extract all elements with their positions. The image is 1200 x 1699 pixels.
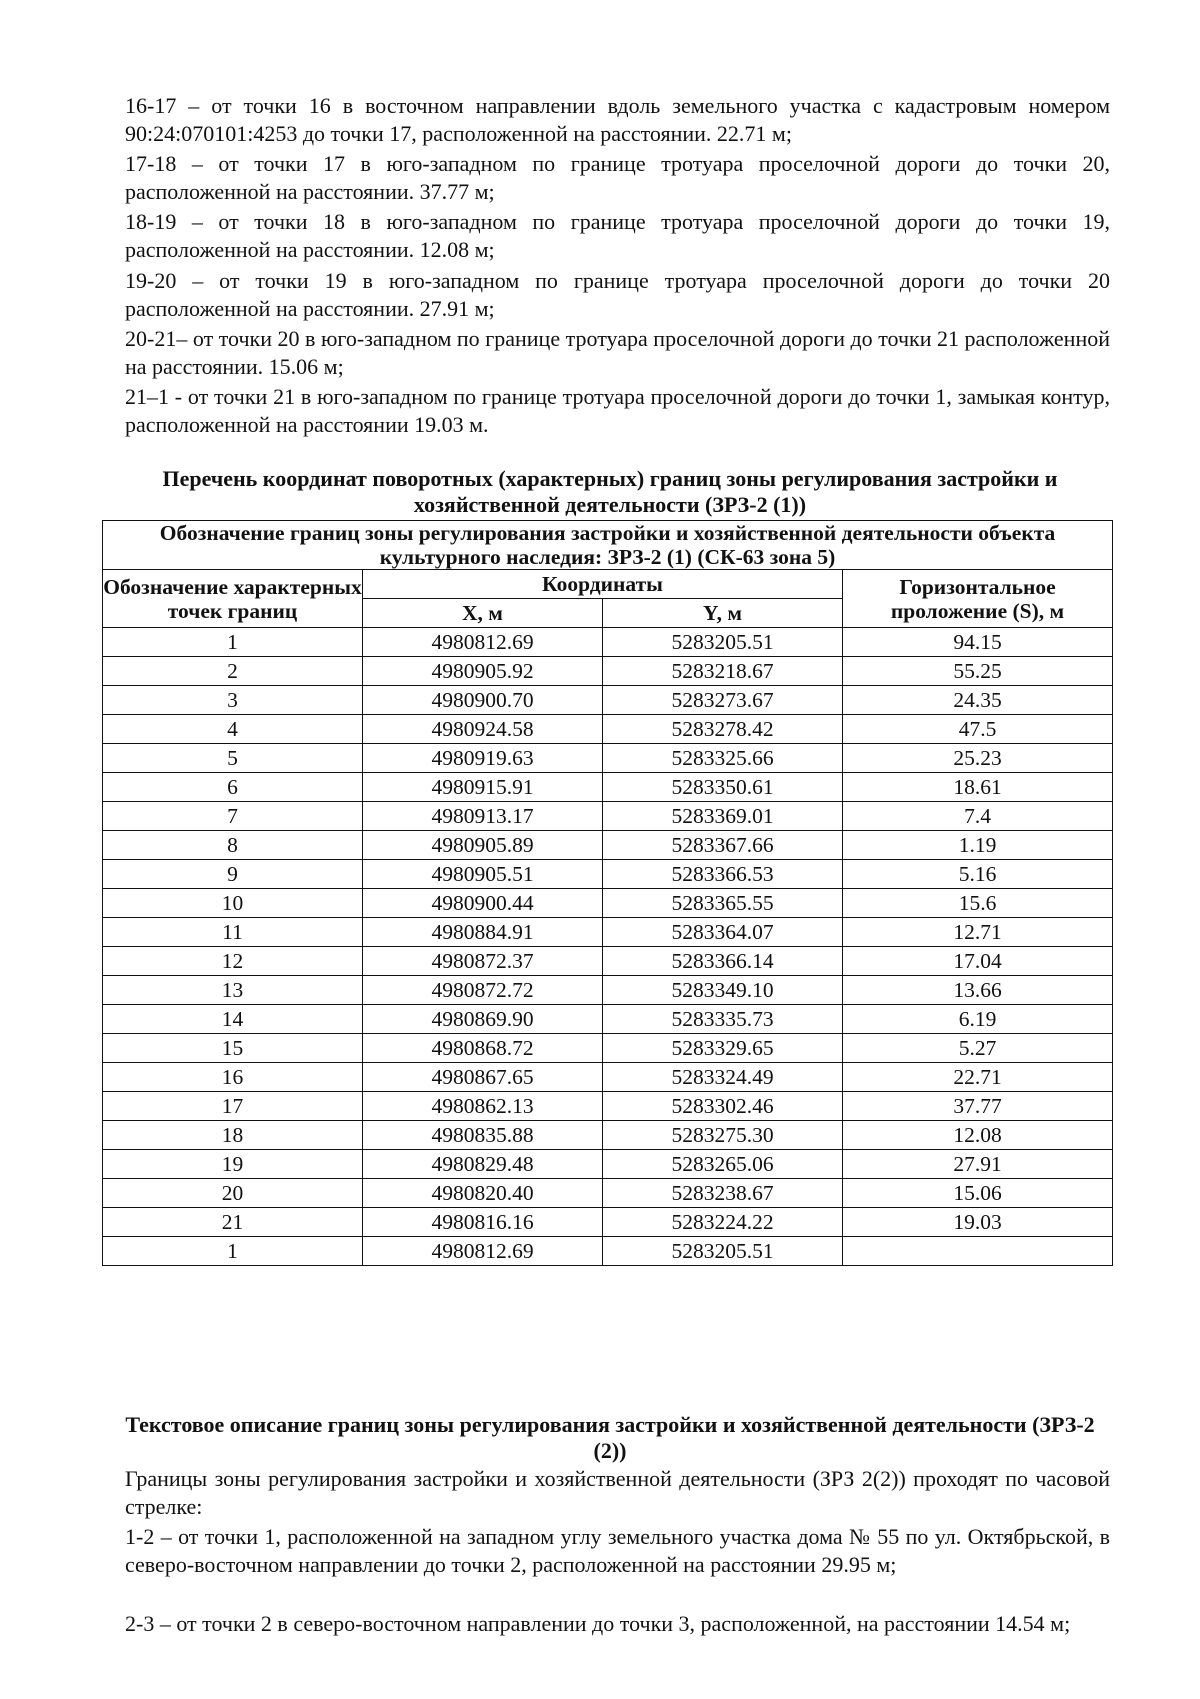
- table-row: [103, 1208, 1113, 1237]
- x-coordinate-cell: 4980919.63: [363, 744, 603, 773]
- x-coordinate-cell: 4980915.91: [363, 773, 603, 802]
- x-coordinate-cell: 4980924.58: [363, 715, 603, 744]
- distance-cell: 24.35: [843, 686, 1113, 715]
- distance-cell: 27.91: [843, 1150, 1113, 1179]
- paragraph-20-21: 20-21– от точки 20 в юго-западном по границе тротуара проселочной дороги до точки 21 расположенной на расстоянии. 15.06 м;: [125, 326, 1110, 379]
- point-cell: 17: [103, 1092, 363, 1121]
- paragraph-16-17: 16-17 – от точки 16 в восточном направлении вдоль земельного участка с кадастровым номером 90:24:070101:4253 до точки 17, расположенной на расстоянии. 22.71 м;: [125, 93, 1110, 146]
- point-cell: 19: [103, 1150, 363, 1179]
- distance-cell: 15.06: [843, 1179, 1113, 1208]
- distance-cell: 47.5: [843, 715, 1113, 744]
- point-cell: 9: [103, 860, 363, 889]
- point-cell: 1: [103, 628, 363, 657]
- x-coordinate-cell: 4980816.16: [363, 1208, 603, 1237]
- y-coordinate-cell: 5283324.49: [603, 1063, 843, 1092]
- table-row: [103, 1150, 1113, 1179]
- y-coordinate-cell: 5283335.73: [603, 1005, 843, 1034]
- column-header-coordinates: Координаты: [363, 570, 843, 599]
- paragraph-zrz-intro: Границы зоны регулирования застройки и хозяйственной деятельности (ЗРЗ 2(2)) проходят по часовой стрелке:: [125, 1466, 1110, 1519]
- x-coordinate-cell: 4980884.91: [363, 918, 603, 947]
- table-row: [103, 1179, 1113, 1208]
- y-coordinate-cell: 5283218.67: [603, 657, 843, 686]
- y-coordinate-cell: 5283369.01: [603, 802, 843, 831]
- paragraph-2-3: 2-3 – от точки 2 в северо-восточном направлении до точки 3, расположенной, на расстоянии 14.54 м;: [125, 1611, 1071, 1636]
- column-header-horizontal-distance: Горизонтальное проложение (S), м: [843, 570, 1113, 628]
- table-row: [103, 889, 1113, 918]
- y-coordinate-cell: 5283278.42: [603, 715, 843, 744]
- y-coordinate-cell: 5283302.46: [603, 1092, 843, 1121]
- table-row: [103, 686, 1113, 715]
- y-coordinate-cell: 5283329.65: [603, 1034, 843, 1063]
- text-description-heading: Текстовое описание границ зоны регулирования застройки и хозяйственной деятельности (ЗРЗ-2 (2)): [125, 1412, 1095, 1463]
- distance-cell: 12.71: [843, 918, 1113, 947]
- column-header-y: Y, м: [603, 599, 843, 628]
- distance-cell: 19.03: [843, 1208, 1113, 1237]
- x-coordinate-cell: 4980872.72: [363, 976, 603, 1005]
- point-cell: 15: [103, 1034, 363, 1063]
- table-row: [103, 1092, 1113, 1121]
- x-coordinate-cell: 4980812.69: [363, 628, 603, 657]
- paragraph-19-20: 19-20 – от точки 19 в юго-западном по границе тротуара проселочной дороги до точки 20 расположенной на расстоянии. 27.91 м;: [125, 268, 1110, 321]
- x-coordinate-cell: 4980913.17: [363, 802, 603, 831]
- y-coordinate-cell: 5283205.51: [603, 1237, 843, 1266]
- column-header-point: Обозначение характерных точек границ: [103, 570, 363, 628]
- x-coordinate-cell: 4980868.72: [363, 1034, 603, 1063]
- distance-cell: 13.66: [843, 976, 1113, 1005]
- x-coordinate-cell: 4980867.65: [363, 1063, 603, 1092]
- x-coordinate-cell: 4980900.70: [363, 686, 603, 715]
- table-row: [103, 657, 1113, 686]
- paragraph-1-2: 1-2 – от точки 1, расположенной на западном углу земельного участка дома № 55 по ул. Октябрьской, в северо-восточном направлении до точки 2, расположенной на расстоянии 29.95 м;: [125, 1524, 1110, 1577]
- coordinates-list-heading: Перечень координат поворотных (характерных) границ зоны регулирования застройки и хозяйственной деятельности (ЗРЗ-2 (1)): [162, 466, 1058, 517]
- distance-cell: 18.61: [843, 773, 1113, 802]
- y-coordinate-cell: 5283238.67: [603, 1179, 843, 1208]
- distance-cell: 15.6: [843, 889, 1113, 918]
- x-coordinate-cell: 4980900.44: [363, 889, 603, 918]
- distance-cell: 7.4: [843, 802, 1113, 831]
- table-row: [103, 1063, 1113, 1092]
- point-cell: 4: [103, 715, 363, 744]
- point-cell: 5: [103, 744, 363, 773]
- distance-cell: 5.16: [843, 860, 1113, 889]
- point-cell: 21: [103, 1208, 363, 1237]
- point-cell: 2: [103, 657, 363, 686]
- table-row: [103, 831, 1113, 860]
- point-cell: 6: [103, 773, 363, 802]
- paragraph-21-1: 21–1 - от точки 21 в юго-западном по границе тротуара проселочной дороги до точки 1, замыкая контур, расположенной на расстоянии 19.03 м.: [125, 384, 1110, 437]
- y-coordinate-cell: 5283365.55: [603, 889, 843, 918]
- table-row: [103, 860, 1113, 889]
- distance-cell: 5.27: [843, 1034, 1113, 1063]
- table-row: [103, 1005, 1113, 1034]
- distance-cell: 94.15: [843, 628, 1113, 657]
- coordinates-table-body: [103, 628, 1113, 1266]
- distance-cell: 12.08: [843, 1121, 1113, 1150]
- y-coordinate-cell: 5283273.67: [603, 686, 843, 715]
- x-coordinate-cell: 4980820.40: [363, 1179, 603, 1208]
- x-coordinate-cell: 4980869.90: [363, 1005, 603, 1034]
- distance-cell: 55.25: [843, 657, 1113, 686]
- table-row: [103, 918, 1113, 947]
- table-row: [103, 1121, 1113, 1150]
- x-coordinate-cell: 4980905.89: [363, 831, 603, 860]
- point-cell: 16: [103, 1063, 363, 1092]
- table-row: [103, 802, 1113, 831]
- table-row: [103, 628, 1113, 657]
- y-coordinate-cell: 5283349.10: [603, 976, 843, 1005]
- y-coordinate-cell: 5283325.66: [603, 744, 843, 773]
- y-coordinate-cell: 5283205.51: [603, 628, 843, 657]
- x-coordinate-cell: 4980812.69: [363, 1237, 603, 1266]
- table-row: [103, 947, 1113, 976]
- table-row: [103, 744, 1113, 773]
- y-coordinate-cell: 5283364.07: [603, 918, 843, 947]
- distance-cell: 37.77: [843, 1092, 1113, 1121]
- y-coordinate-cell: 5283224.22: [603, 1208, 843, 1237]
- x-coordinate-cell: 4980835.88: [363, 1121, 603, 1150]
- y-coordinate-cell: 5283366.14: [603, 947, 843, 976]
- table-row: [103, 773, 1113, 802]
- point-cell: 20: [103, 1179, 363, 1208]
- point-cell: 18: [103, 1121, 363, 1150]
- distance-cell: 25.23: [843, 744, 1113, 773]
- table-row: [103, 976, 1113, 1005]
- distance-cell: 1.19: [843, 831, 1113, 860]
- x-coordinate-cell: 4980905.51: [363, 860, 603, 889]
- paragraph-17-18: 17-18 – от точки 17 в юго-западном по границе тротуара проселочной дороги до точки 20, расположенной на расстоянии. 37.77 м;: [125, 151, 1110, 204]
- point-cell: 10: [103, 889, 363, 918]
- point-cell: 1: [103, 1237, 363, 1266]
- y-coordinate-cell: 5283265.06: [603, 1150, 843, 1179]
- x-coordinate-cell: 4980872.37: [363, 947, 603, 976]
- point-cell: 7: [103, 802, 363, 831]
- point-cell: 12: [103, 947, 363, 976]
- coordinates-table: [102, 520, 1113, 1266]
- paragraph-18-19: 18-19 – от точки 18 в юго-западном по границе тротуара проселочной дороги до точки 19, расположенной на расстоянии. 12.08 м;: [125, 209, 1110, 262]
- point-cell: 11: [103, 918, 363, 947]
- table-caption: Обозначение границ зоны регулирования застройки и хозяйственной деятельности объекта культурного наследия: ЗРЗ-2 (1) (СК-63 зона 5): [103, 521, 1113, 570]
- distance-cell: [843, 1237, 1113, 1266]
- x-coordinate-cell: 4980862.13: [363, 1092, 603, 1121]
- table-row: [103, 715, 1113, 744]
- distance-cell: 6.19: [843, 1005, 1113, 1034]
- table-row: [103, 1237, 1113, 1266]
- point-cell: 13: [103, 976, 363, 1005]
- x-coordinate-cell: 4980829.48: [363, 1150, 603, 1179]
- y-coordinate-cell: 5283350.61: [603, 773, 843, 802]
- y-coordinate-cell: 5283275.30: [603, 1121, 843, 1150]
- y-coordinate-cell: 5283367.66: [603, 831, 843, 860]
- point-cell: 8: [103, 831, 363, 860]
- point-cell: 3: [103, 686, 363, 715]
- x-coordinate-cell: 4980905.92: [363, 657, 603, 686]
- distance-cell: 22.71: [843, 1063, 1113, 1092]
- column-header-x: X, м: [363, 599, 603, 628]
- y-coordinate-cell: 5283366.53: [603, 860, 843, 889]
- table-row: [103, 1034, 1113, 1063]
- point-cell: 14: [103, 1005, 363, 1034]
- distance-cell: 17.04: [843, 947, 1113, 976]
